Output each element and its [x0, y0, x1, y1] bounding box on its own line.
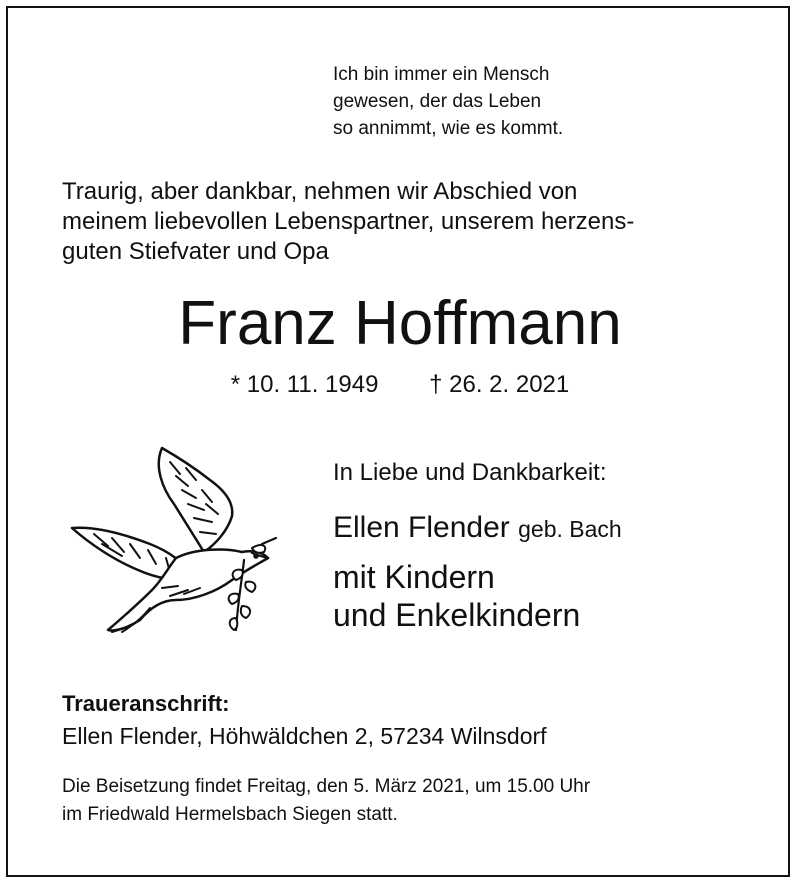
quote-line: Ich bin immer ein Mensch — [333, 64, 550, 85]
quote — [333, 61, 563, 142]
intro-text — [62, 177, 737, 267]
dove-icon — [66, 440, 286, 645]
family-line: mit Kindern — [333, 559, 495, 595]
death-date: † 26. 2. 2021 — [429, 371, 570, 398]
life-dates — [0, 370, 800, 400]
intro-line: guten Stiefvater und Opa — [62, 238, 329, 265]
intro-line: Traurig, aber dankbar, nehmen wir Abschied von — [62, 178, 578, 205]
mourner-family — [333, 558, 580, 634]
maiden-name: geb. Bach — [518, 516, 622, 542]
family-line: und Enkelkindern — [333, 597, 581, 633]
mourners-heading: In Liebe und Dankbarkeit: — [333, 459, 607, 486]
address-line: Ellen Flender, Höhwäldchen 2, 57234 Wilnsdorf — [62, 723, 547, 749]
birth-date: * 10. 11. 1949 — [230, 371, 379, 398]
quote-line: gewesen, der das Leben — [333, 91, 542, 112]
funeral-line: Die Beisetzung findet Freitag, den 5. März 2021, um 15.00 Uhr — [62, 776, 591, 797]
address-heading: Traueranschrift: — [62, 691, 230, 716]
mourner-name: Ellen Flender — [333, 511, 510, 544]
deceased-name: Franz Hoffmann — [178, 289, 622, 358]
funeral-notice — [62, 773, 590, 829]
mourner-name-line — [333, 510, 622, 547]
quote-line: so annimmt, wie es kommt. — [333, 118, 564, 139]
intro-line: meinem liebevollen Lebenspartner, unserem herzens- — [62, 208, 635, 235]
funeral-line: im Friedwald Hermelsbach Siegen statt. — [62, 804, 398, 825]
